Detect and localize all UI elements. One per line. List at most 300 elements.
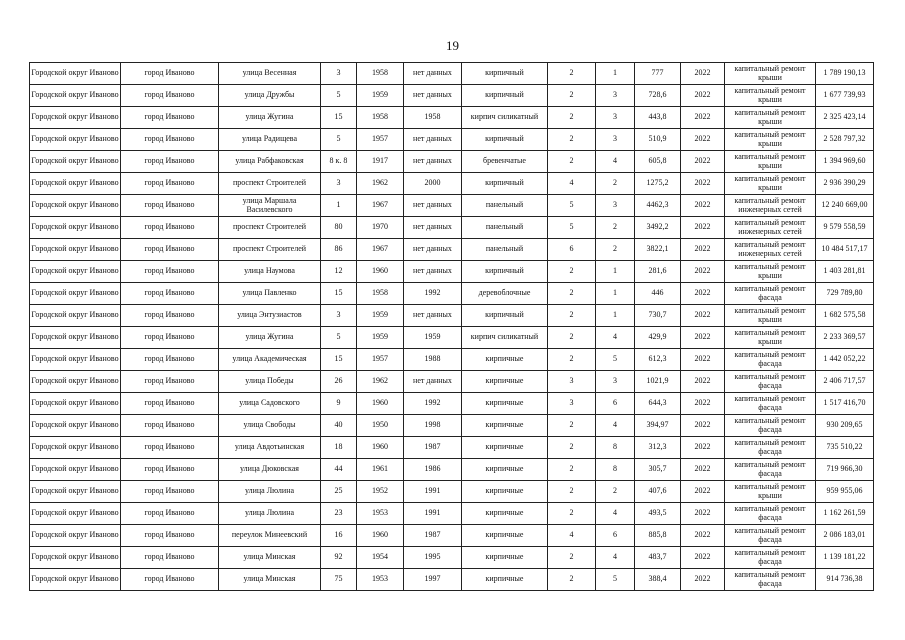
cell-build-year: 1957 (357, 349, 404, 371)
cell-entrances: 4 (596, 415, 635, 437)
cell-entrances: 3 (596, 85, 635, 107)
cell-street: улица Жугина (219, 107, 321, 129)
cell-wall-material: кирпичные (462, 371, 548, 393)
cell-work-type: капитальный ремонт крыши (725, 327, 816, 349)
cell-locality: город Иваново (121, 305, 219, 327)
cell-build-year: 1960 (357, 261, 404, 283)
cell-entrances: 1 (596, 63, 635, 85)
cell-municipality: Городской округ Иваново (30, 305, 121, 327)
cell-plan-year: 2022 (681, 305, 725, 327)
table-row (30, 63, 874, 85)
cell-work-type: капитальный ремонт фасада (725, 569, 816, 591)
cell-locality: город Иваново (121, 63, 219, 85)
cell-cost: 2 086 183,01 (816, 525, 874, 547)
cell-last-repair-year: нет данных (404, 239, 462, 261)
cell-cost: 1 162 261,59 (816, 503, 874, 525)
cell-locality: город Иваново (121, 481, 219, 503)
cell-work-type: капитальный ремонт фасада (725, 437, 816, 459)
cell-municipality: Городской округ Иваново (30, 349, 121, 371)
cell-build-year: 1917 (357, 151, 404, 173)
cell-cost: 2 325 423,14 (816, 107, 874, 129)
table-row (30, 371, 874, 393)
cell-wall-material: кирпич силикатный (462, 327, 548, 349)
cell-work-type: капитальный ремонт крыши (725, 481, 816, 503)
cell-house-number: 5 (321, 85, 357, 107)
cell-entrances: 3 (596, 195, 635, 217)
cell-build-year: 1959 (357, 327, 404, 349)
cell-area: 1275,2 (635, 173, 681, 195)
buildings-table (29, 62, 874, 591)
cell-work-type: капитальный ремонт крыши (725, 129, 816, 151)
table-row (30, 239, 874, 261)
cell-municipality: Городской округ Иваново (30, 327, 121, 349)
cell-area: 4462,3 (635, 195, 681, 217)
cell-house-number: 25 (321, 481, 357, 503)
cell-wall-material: кирпичный (462, 129, 548, 151)
cell-municipality: Городской округ Иваново (30, 481, 121, 503)
cell-area: 394,97 (635, 415, 681, 437)
cell-house-number: 75 (321, 569, 357, 591)
cell-entrances: 4 (596, 151, 635, 173)
cell-floors: 4 (548, 173, 596, 195)
cell-house-number: 23 (321, 503, 357, 525)
cell-build-year: 1962 (357, 173, 404, 195)
cell-entrances: 3 (596, 107, 635, 129)
table-row (30, 503, 874, 525)
cell-plan-year: 2022 (681, 261, 725, 283)
cell-wall-material: кирпичные (462, 459, 548, 481)
cell-work-type: капитальный ремонт фасада (725, 349, 816, 371)
table-row (30, 415, 874, 437)
cell-plan-year: 2022 (681, 239, 725, 261)
cell-street: улица Люлина (219, 481, 321, 503)
cell-build-year: 1959 (357, 85, 404, 107)
cell-wall-material: кирпич силикатный (462, 107, 548, 129)
cell-plan-year: 2022 (681, 283, 725, 305)
table-row (30, 481, 874, 503)
cell-work-type: капитальный ремонт фасада (725, 371, 816, 393)
cell-entrances: 4 (596, 503, 635, 525)
cell-floors: 6 (548, 239, 596, 261)
cell-cost: 729 789,80 (816, 283, 874, 305)
cell-wall-material: кирпичный (462, 305, 548, 327)
cell-municipality: Городской округ Иваново (30, 525, 121, 547)
cell-build-year: 1952 (357, 481, 404, 503)
table-row (30, 525, 874, 547)
cell-last-repair-year: нет данных (404, 195, 462, 217)
table-row (30, 107, 874, 129)
cell-build-year: 1959 (357, 305, 404, 327)
cell-locality: город Иваново (121, 195, 219, 217)
cell-house-number: 40 (321, 415, 357, 437)
cell-cost: 1 442 052,22 (816, 349, 874, 371)
cell-street: улица Жугина (219, 327, 321, 349)
cell-municipality: Городской округ Иваново (30, 129, 121, 151)
cell-cost: 1 394 969,60 (816, 151, 874, 173)
cell-floors: 2 (548, 283, 596, 305)
cell-entrances: 2 (596, 217, 635, 239)
cell-municipality: Городской округ Иваново (30, 217, 121, 239)
cell-work-type: капитальный ремонт фасада (725, 503, 816, 525)
cell-street: улица Наумова (219, 261, 321, 283)
cell-street: улица Люлина (219, 503, 321, 525)
cell-street: улица Павленко (219, 283, 321, 305)
cell-last-repair-year: 1995 (404, 547, 462, 569)
cell-wall-material: панельный (462, 239, 548, 261)
cell-cost: 1 517 416,70 (816, 393, 874, 415)
cell-work-type: капитальный ремонт фасада (725, 547, 816, 569)
cell-last-repair-year: 1959 (404, 327, 462, 349)
cell-street: улица Победы (219, 371, 321, 393)
cell-wall-material: кирпичные (462, 349, 548, 371)
cell-work-type: капитальный ремонт крыши (725, 261, 816, 283)
cell-house-number: 26 (321, 371, 357, 393)
table-row (30, 85, 874, 107)
cell-house-number: 15 (321, 283, 357, 305)
cell-street: улица Авдотьинская (219, 437, 321, 459)
cell-street: улица Академическая (219, 349, 321, 371)
cell-work-type: капитальный ремонт фасада (725, 525, 816, 547)
cell-cost: 2 936 390,29 (816, 173, 874, 195)
cell-house-number: 3 (321, 63, 357, 85)
cell-last-repair-year: 1991 (404, 503, 462, 525)
cell-plan-year: 2022 (681, 393, 725, 415)
cell-cost: 1 403 281,81 (816, 261, 874, 283)
cell-municipality: Городской округ Иваново (30, 261, 121, 283)
cell-wall-material: кирпичный (462, 261, 548, 283)
cell-floors: 2 (548, 459, 596, 481)
cell-cost: 10 484 517,17 (816, 239, 874, 261)
cell-plan-year: 2022 (681, 569, 725, 591)
cell-wall-material: кирпичные (462, 393, 548, 415)
cell-cost: 1 677 739,93 (816, 85, 874, 107)
cell-work-type: капитальный ремонт крыши (725, 151, 816, 173)
page-number: 19 (446, 38, 459, 53)
cell-area: 407,6 (635, 481, 681, 503)
cell-work-type: капитальный ремонт фасада (725, 415, 816, 437)
cell-work-type: капитальный ремонт крыши (725, 85, 816, 107)
table-row (30, 459, 874, 481)
cell-build-year: 1958 (357, 107, 404, 129)
cell-wall-material: кирпичный (462, 63, 548, 85)
cell-locality: город Иваново (121, 393, 219, 415)
cell-cost: 2 233 369,57 (816, 327, 874, 349)
table-row (30, 283, 874, 305)
cell-wall-material: бревенчатые (462, 151, 548, 173)
cell-work-type: капитальный ремонт фасада (725, 459, 816, 481)
cell-floors: 5 (548, 195, 596, 217)
table-row (30, 547, 874, 569)
cell-cost: 914 736,38 (816, 569, 874, 591)
table-row (30, 129, 874, 151)
cell-street: улица Садовского (219, 393, 321, 415)
table-row (30, 305, 874, 327)
cell-municipality: Городской округ Иваново (30, 63, 121, 85)
cell-street: улица Дружбы (219, 85, 321, 107)
cell-build-year: 1960 (357, 525, 404, 547)
cell-last-repair-year: нет данных (404, 63, 462, 85)
cell-house-number: 44 (321, 459, 357, 481)
table-row (30, 261, 874, 283)
cell-floors: 2 (548, 503, 596, 525)
cell-cost: 12 240 669,00 (816, 195, 874, 217)
cell-street: проспект Строителей (219, 217, 321, 239)
cell-house-number: 15 (321, 107, 357, 129)
cell-entrances: 1 (596, 261, 635, 283)
cell-wall-material: кирпичные (462, 437, 548, 459)
cell-plan-year: 2022 (681, 195, 725, 217)
cell-last-repair-year: 1958 (404, 107, 462, 129)
cell-work-type: капитальный ремонт инженерных сетей (725, 195, 816, 217)
cell-plan-year: 2022 (681, 415, 725, 437)
table-row (30, 569, 874, 591)
cell-municipality: Городской округ Иваново (30, 239, 121, 261)
cell-wall-material: деревоблочные (462, 283, 548, 305)
cell-entrances: 3 (596, 371, 635, 393)
cell-wall-material: кирпичный (462, 173, 548, 195)
cell-last-repair-year: нет данных (404, 129, 462, 151)
cell-house-number: 3 (321, 305, 357, 327)
cell-street: улица Радищева (219, 129, 321, 151)
cell-last-repair-year: 1991 (404, 481, 462, 503)
cell-street: проспект Строителей (219, 239, 321, 261)
cell-locality: город Иваново (121, 327, 219, 349)
cell-cost: 1 789 190,13 (816, 63, 874, 85)
cell-wall-material: кирпичный (462, 85, 548, 107)
table-row (30, 437, 874, 459)
cell-wall-material: кирпичные (462, 525, 548, 547)
cell-last-repair-year: 1997 (404, 569, 462, 591)
cell-work-type: капитальный ремонт фасада (725, 283, 816, 305)
cell-floors: 2 (548, 261, 596, 283)
cell-area: 305,7 (635, 459, 681, 481)
cell-floors: 2 (548, 437, 596, 459)
cell-area: 388,4 (635, 569, 681, 591)
cell-entrances: 3 (596, 129, 635, 151)
cell-wall-material: кирпичные (462, 503, 548, 525)
cell-locality: город Иваново (121, 283, 219, 305)
cell-floors: 5 (548, 217, 596, 239)
cell-last-repair-year: нет данных (404, 217, 462, 239)
cell-plan-year: 2022 (681, 63, 725, 85)
table-row (30, 349, 874, 371)
cell-street: улица Минская (219, 569, 321, 591)
cell-municipality: Городской округ Иваново (30, 415, 121, 437)
cell-work-type: капитальный ремонт крыши (725, 107, 816, 129)
cell-plan-year: 2022 (681, 327, 725, 349)
cell-work-type: капитальный ремонт крыши (725, 173, 816, 195)
cell-area: 728,6 (635, 85, 681, 107)
table-row (30, 195, 874, 217)
cell-entrances: 6 (596, 393, 635, 415)
cell-plan-year: 2022 (681, 173, 725, 195)
cell-municipality: Городской округ Иваново (30, 547, 121, 569)
cell-build-year: 1958 (357, 283, 404, 305)
cell-wall-material: кирпичные (462, 547, 548, 569)
cell-municipality: Городской округ Иваново (30, 283, 121, 305)
cell-build-year: 1967 (357, 195, 404, 217)
cell-entrances: 2 (596, 481, 635, 503)
cell-floors: 2 (548, 481, 596, 503)
cell-area: 312,3 (635, 437, 681, 459)
cell-work-type: капитальный ремонт инженерных сетей (725, 217, 816, 239)
cell-area: 885,8 (635, 525, 681, 547)
cell-house-number: 15 (321, 349, 357, 371)
cell-plan-year: 2022 (681, 503, 725, 525)
table-row (30, 173, 874, 195)
cell-build-year: 1961 (357, 459, 404, 481)
cell-municipality: Городской округ Иваново (30, 151, 121, 173)
cell-municipality: Городской округ Иваново (30, 107, 121, 129)
cell-floors: 2 (548, 349, 596, 371)
cell-entrances: 4 (596, 327, 635, 349)
cell-area: 3822,1 (635, 239, 681, 261)
cell-house-number: 80 (321, 217, 357, 239)
cell-municipality: Городской округ Иваново (30, 437, 121, 459)
cell-wall-material: панельный (462, 217, 548, 239)
cell-plan-year: 2022 (681, 371, 725, 393)
cell-house-number: 18 (321, 437, 357, 459)
cell-locality: город Иваново (121, 569, 219, 591)
cell-cost: 9 579 558,59 (816, 217, 874, 239)
cell-area: 443,8 (635, 107, 681, 129)
cell-plan-year: 2022 (681, 129, 725, 151)
cell-last-repair-year: 1998 (404, 415, 462, 437)
cell-municipality: Городской округ Иваново (30, 173, 121, 195)
cell-last-repair-year: 1992 (404, 393, 462, 415)
cell-area: 483,7 (635, 547, 681, 569)
cell-plan-year: 2022 (681, 481, 725, 503)
table-row (30, 393, 874, 415)
cell-house-number: 16 (321, 525, 357, 547)
cell-municipality: Городской округ Иваново (30, 85, 121, 107)
cell-floors: 2 (548, 129, 596, 151)
cell-entrances: 2 (596, 173, 635, 195)
cell-locality: город Иваново (121, 525, 219, 547)
cell-plan-year: 2022 (681, 217, 725, 239)
cell-street: улица Весенная (219, 63, 321, 85)
cell-area: 605,8 (635, 151, 681, 173)
cell-build-year: 1970 (357, 217, 404, 239)
cell-area: 730,7 (635, 305, 681, 327)
cell-build-year: 1960 (357, 393, 404, 415)
cell-last-repair-year: 1987 (404, 525, 462, 547)
cell-municipality: Городской округ Иваново (30, 393, 121, 415)
cell-street: улица Энтузиастов (219, 305, 321, 327)
cell-locality: город Иваново (121, 151, 219, 173)
table-row (30, 151, 874, 173)
cell-locality: город Иваново (121, 129, 219, 151)
cell-last-repair-year: 2000 (404, 173, 462, 195)
cell-street: улица Рабфаковская (219, 151, 321, 173)
cell-area: 777 (635, 63, 681, 85)
cell-locality: город Иваново (121, 261, 219, 283)
cell-last-repair-year: 1988 (404, 349, 462, 371)
cell-floors: 2 (548, 415, 596, 437)
cell-work-type: капитальный ремонт инженерных сетей (725, 239, 816, 261)
cell-entrances: 4 (596, 547, 635, 569)
cell-floors: 2 (548, 63, 596, 85)
cell-house-number: 92 (321, 547, 357, 569)
cell-wall-material: кирпичные (462, 415, 548, 437)
cell-floors: 2 (548, 305, 596, 327)
table-row (30, 327, 874, 349)
cell-floors: 2 (548, 85, 596, 107)
cell-build-year: 1953 (357, 569, 404, 591)
cell-area: 510,9 (635, 129, 681, 151)
cell-entrances: 5 (596, 349, 635, 371)
cell-wall-material: кирпичные (462, 481, 548, 503)
cell-floors: 2 (548, 327, 596, 349)
cell-floors: 4 (548, 525, 596, 547)
cell-street: улица Дюковская (219, 459, 321, 481)
cell-plan-year: 2022 (681, 107, 725, 129)
cell-street: улица Минская (219, 547, 321, 569)
cell-house-number: 3 (321, 173, 357, 195)
cell-area: 644,3 (635, 393, 681, 415)
cell-build-year: 1960 (357, 437, 404, 459)
cell-locality: город Иваново (121, 173, 219, 195)
cell-house-number: 9 (321, 393, 357, 415)
cell-municipality: Городской округ Иваново (30, 195, 121, 217)
cell-locality: город Иваново (121, 349, 219, 371)
cell-work-type: капитальный ремонт фасада (725, 393, 816, 415)
cell-street: переулок Минеевский (219, 525, 321, 547)
cell-municipality: Городской округ Иваново (30, 503, 121, 525)
cell-locality: город Иваново (121, 107, 219, 129)
cell-last-repair-year: нет данных (404, 151, 462, 173)
cell-entrances: 8 (596, 437, 635, 459)
cell-last-repair-year: 1992 (404, 283, 462, 305)
cell-locality: город Иваново (121, 371, 219, 393)
table-body (30, 63, 874, 591)
cell-plan-year: 2022 (681, 437, 725, 459)
cell-floors: 2 (548, 151, 596, 173)
cell-build-year: 1962 (357, 371, 404, 393)
cell-cost: 719 966,30 (816, 459, 874, 481)
cell-plan-year: 2022 (681, 151, 725, 173)
cell-floors: 2 (548, 107, 596, 129)
cell-street: улица Свободы (219, 415, 321, 437)
cell-last-repair-year: нет данных (404, 85, 462, 107)
cell-build-year: 1953 (357, 503, 404, 525)
cell-last-repair-year: 1987 (404, 437, 462, 459)
cell-plan-year: 2022 (681, 459, 725, 481)
cell-work-type: капитальный ремонт крыши (725, 63, 816, 85)
cell-locality: город Иваново (121, 239, 219, 261)
cell-floors: 2 (548, 569, 596, 591)
cell-build-year: 1950 (357, 415, 404, 437)
cell-entrances: 2 (596, 239, 635, 261)
cell-area: 446 (635, 283, 681, 305)
cell-locality: город Иваново (121, 85, 219, 107)
cell-cost: 2 528 797,32 (816, 129, 874, 151)
table-row (30, 217, 874, 239)
cell-locality: город Иваново (121, 547, 219, 569)
cell-municipality: Городской округ Иваново (30, 459, 121, 481)
cell-house-number: 8 к. 8 (321, 151, 357, 173)
cell-entrances: 1 (596, 305, 635, 327)
cell-cost: 735 510,22 (816, 437, 874, 459)
cell-cost: 2 406 717,57 (816, 371, 874, 393)
cell-work-type: капитальный ремонт крыши (725, 305, 816, 327)
cell-wall-material: панельный (462, 195, 548, 217)
cell-plan-year: 2022 (681, 349, 725, 371)
cell-area: 493,5 (635, 503, 681, 525)
cell-build-year: 1967 (357, 239, 404, 261)
cell-build-year: 1958 (357, 63, 404, 85)
cell-entrances: 8 (596, 459, 635, 481)
